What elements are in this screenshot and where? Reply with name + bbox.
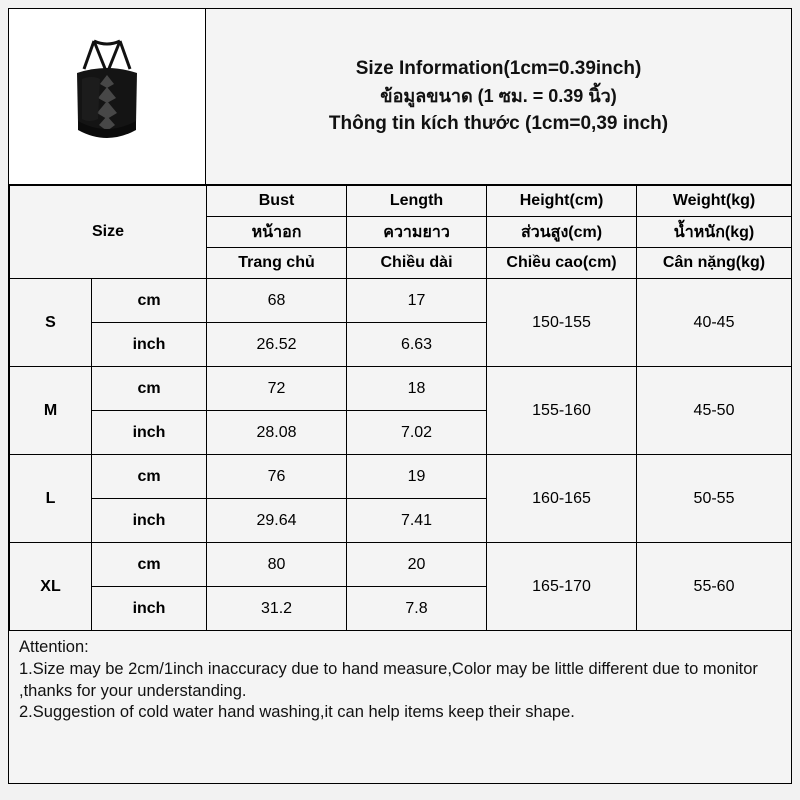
l-length-cm: 19 xyxy=(347,455,487,499)
xl-height: 165-170 xyxy=(487,543,637,631)
row-size-m: M xyxy=(10,367,92,455)
xl-length-cm: 20 xyxy=(347,543,487,587)
header-bust-th: หน้าอก xyxy=(207,217,347,248)
row-unit-cm: cm xyxy=(92,367,207,411)
header-length-vi: Chiều dài xyxy=(347,248,487,279)
sports-bra-illustration-icon xyxy=(32,27,182,167)
row-unit-inch: inch xyxy=(92,499,207,543)
m-height: 155-160 xyxy=(487,367,637,455)
m-bust-inch: 28.08 xyxy=(207,411,347,455)
xl-weight: 55-60 xyxy=(637,543,792,631)
m-weight: 45-50 xyxy=(637,367,792,455)
title-line-th: ข้อมูลขนาด (1 ซม. = 0.39 นิ้ว) xyxy=(380,86,617,106)
table-row xyxy=(10,543,792,587)
header-bust-vi: Trang chủ xyxy=(207,248,347,279)
size-chart-sheet xyxy=(8,8,792,784)
attention-line-1: 1.Size may be 2cm/1inch inaccuracy due to hand measure,Color may be little different due to monitor ,thanks for your understanding. xyxy=(19,659,758,700)
row-unit-cm: cm xyxy=(92,279,207,323)
product-image-cell xyxy=(9,9,206,184)
row-size-xl: XL xyxy=(10,543,92,631)
header-weight-th: น้ำหนัก(kg) xyxy=(637,217,792,248)
xl-bust-cm: 80 xyxy=(207,543,347,587)
attention-block xyxy=(9,631,791,783)
l-bust-cm: 76 xyxy=(207,455,347,499)
attention-heading: Attention: xyxy=(19,638,89,656)
table-row xyxy=(10,367,792,411)
s-length-cm: 17 xyxy=(347,279,487,323)
l-height: 160-165 xyxy=(487,455,637,543)
size-table xyxy=(9,185,792,631)
header-weight-vi: Cân nặng(kg) xyxy=(637,248,792,279)
attention-line-2: 2.Suggestion of cold water hand washing,it can help items keep their shape. xyxy=(19,703,575,722)
title-block xyxy=(206,9,791,184)
row-unit-cm: cm xyxy=(92,543,207,587)
header-length-en: Length xyxy=(347,186,487,217)
header-height-th: ส่วนสูง(cm) xyxy=(487,217,637,248)
xl-bust-inch: 31.2 xyxy=(207,587,347,631)
row-unit-inch: inch xyxy=(92,587,207,631)
size-header-cell: Size xyxy=(10,186,207,279)
row-unit-inch: inch xyxy=(92,411,207,455)
l-length-inch: 7.41 xyxy=(347,499,487,543)
header-row-en xyxy=(10,186,792,217)
header-bust-en: Bust xyxy=(207,186,347,217)
m-bust-cm: 72 xyxy=(207,367,347,411)
title-line-en: Size Information(1cm=0.39inch) xyxy=(355,57,642,79)
m-length-inch: 7.02 xyxy=(347,411,487,455)
header-height-vi: Chiều cao(cm) xyxy=(487,248,637,279)
table-row xyxy=(10,455,792,499)
header-length-th: ความยาว xyxy=(347,217,487,248)
title-line-vi: Thông tin kích thước (1cm=0,39 inch) xyxy=(328,113,669,134)
s-length-inch: 6.63 xyxy=(347,323,487,367)
xl-length-inch: 7.8 xyxy=(347,587,487,631)
m-length-cm: 18 xyxy=(347,367,487,411)
s-weight: 40-45 xyxy=(637,279,792,367)
header-weight-en: Weight(kg) xyxy=(637,186,792,217)
row-unit-cm: cm xyxy=(92,455,207,499)
row-size-l: L xyxy=(10,455,92,543)
table-row xyxy=(10,279,792,323)
row-unit-inch: inch xyxy=(92,323,207,367)
l-weight: 50-55 xyxy=(637,455,792,543)
l-bust-inch: 29.64 xyxy=(207,499,347,543)
s-bust-cm: 68 xyxy=(207,279,347,323)
header-height-en: Height(cm) xyxy=(487,186,637,217)
s-height: 150-155 xyxy=(487,279,637,367)
chart-header xyxy=(9,9,791,185)
row-size-s: S xyxy=(10,279,92,367)
s-bust-inch: 26.52 xyxy=(207,323,347,367)
